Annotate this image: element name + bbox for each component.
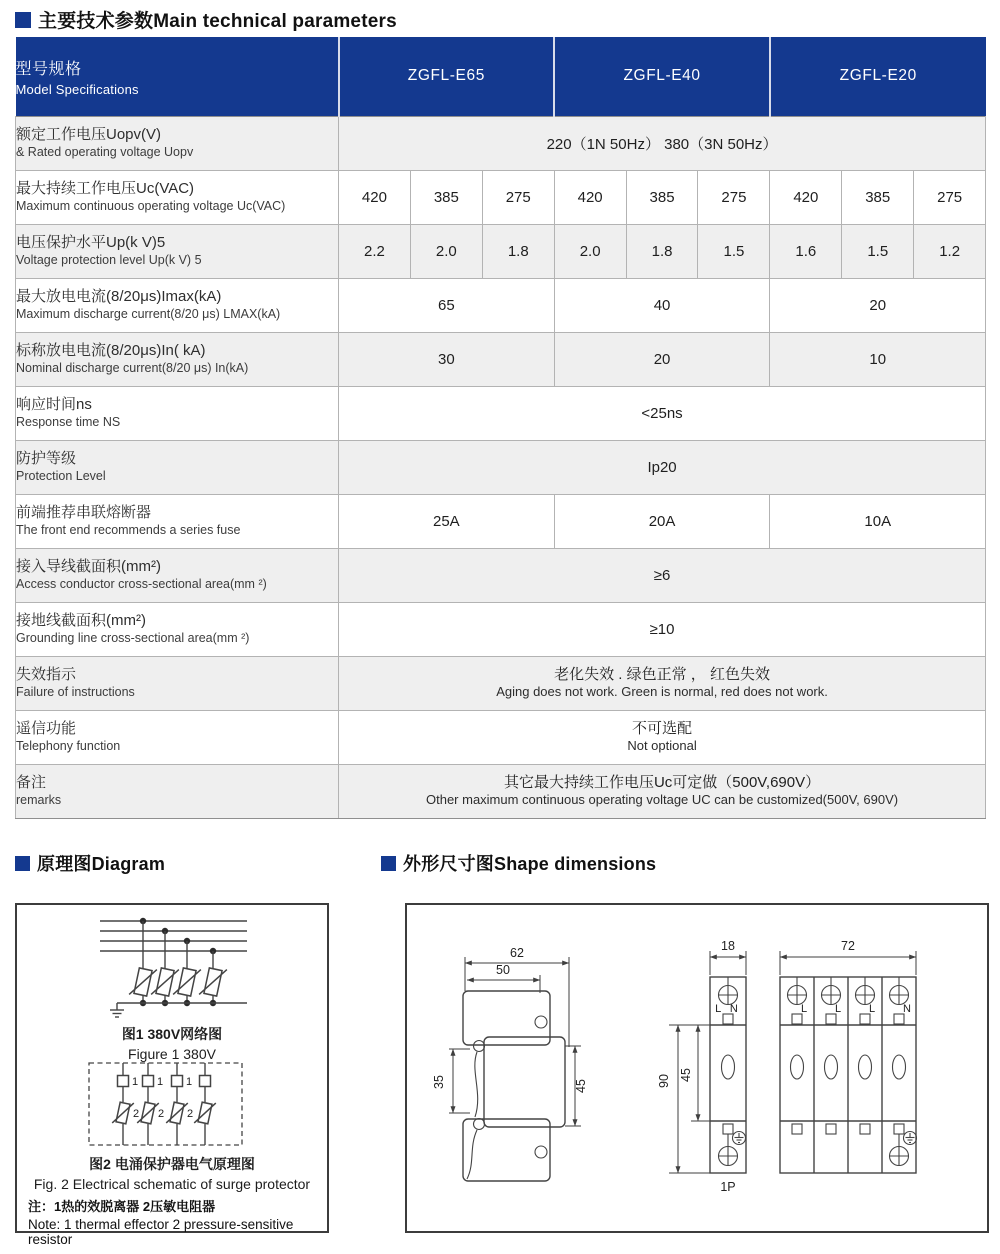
table-row-grounding-line-area (16, 602, 986, 656)
param-cell: 额定工作电压Uopv(V) & Rated operating voltage Uopv (16, 116, 339, 170)
terminal-clamp (723, 1124, 733, 1134)
value-cell: 420 (770, 170, 842, 224)
screw-icon (719, 1147, 738, 1166)
terminal-labels-ln: L N (715, 1003, 741, 1015)
value-cell: ≥10 (339, 602, 986, 656)
front-view-four-module (780, 977, 917, 1173)
status-window (791, 1055, 804, 1079)
varistor-symbol (166, 1099, 188, 1126)
dim-45-side-label: 45 (574, 1079, 588, 1093)
heading-en: Main technical parameters (153, 11, 397, 32)
thermal-label: 1 (157, 1076, 164, 1088)
table-row-voltage-protection-level (16, 224, 986, 278)
value-cell: 2.2 (339, 224, 411, 278)
hinge-dot (474, 1041, 485, 1052)
varistor-symbol (112, 1099, 134, 1126)
value-cell: 65 (339, 278, 555, 332)
varistor-symbol (137, 1099, 159, 1126)
terminal-label: L (801, 1003, 808, 1015)
param-cell: 失效指示 Failure of instructions (16, 656, 339, 710)
screw-hole (535, 1016, 547, 1028)
din-clip-lower (467, 1130, 477, 1179)
varistor-label: 2 (187, 1108, 194, 1120)
value-cell: 1.8 (626, 224, 698, 278)
side-view-drawing (432, 946, 588, 1181)
param-cell: 电压保护水平Up(k V)5 Voltage protection level Up(k V) 5 (16, 224, 339, 278)
blue-square-bullet-icon (15, 856, 30, 871)
dim-62-label: 62 (510, 946, 524, 960)
screw-icon (890, 986, 909, 1005)
status-window (825, 1055, 838, 1079)
shape-heading-zh: 外形尺寸图 (403, 854, 494, 874)
schematic-branches (112, 1063, 216, 1145)
value-cell: 不可选配 Not optional (339, 710, 986, 764)
front-view-dimensions (657, 939, 916, 1173)
value-cell: 275 (914, 170, 986, 224)
parameters-table (15, 37, 986, 819)
blue-square-bullet-icon (15, 12, 31, 28)
screw-icon (788, 986, 807, 1005)
value-cell: 10A (770, 494, 986, 548)
terminal-label: L (835, 1003, 842, 1015)
status-window (893, 1055, 906, 1079)
shape-dimensions-heading (381, 850, 656, 876)
thermal-disconnector-symbol (143, 1076, 154, 1087)
value-cell: 1.2 (914, 224, 986, 278)
terminal-clamp (826, 1014, 836, 1024)
param-cell: 防护等级 Protection Level (16, 440, 339, 494)
screw-icon (822, 986, 841, 1005)
param-cell: 最大持续工作电压Uc(VAC) Maximum continuous operating voltage Uc(VAC) (16, 170, 339, 224)
varistor-label: 2 (133, 1108, 140, 1120)
value-cell: 385 (626, 170, 698, 224)
terminal-clamp (860, 1124, 870, 1134)
circuit-diagram-box (15, 903, 329, 1247)
diagram-heading-zh: 原理图 (37, 854, 92, 874)
earth-terminal-icon (904, 1132, 917, 1145)
value-cell: 420 (554, 170, 626, 224)
param-cell: 最大放电电流(8/20μs)Imax(kA) Maximum discharge current(8/20 μs) LMAX(kA) (16, 278, 339, 332)
terminal-clamp (723, 1014, 733, 1024)
main-parameters-heading (15, 6, 397, 33)
dim-50-label: 50 (496, 963, 510, 977)
shape-dimensions-drawing (407, 905, 983, 1227)
param-cell: 前端推荐串联熔断器 The front end recommends a series fuse (16, 494, 339, 548)
figure1-caption: 图1 380V网络图 Figure 1 380V (121, 1026, 223, 1062)
table-row-nominal-discharge-current (16, 332, 986, 386)
value-cell: 老化失效 . 绿色正常 ， 红色失效 Aging does not work. Green is normal, red does not work. (339, 656, 986, 710)
value-cell: 220（1N 50Hz） 380（3N 50Hz） (339, 116, 986, 170)
value-cell: 385 (842, 170, 914, 224)
dim-45-front-label: 45 (679, 1068, 693, 1082)
screw-icon (719, 986, 738, 1005)
header-model-zgfl-e40: ZGFL-E40 (554, 37, 770, 116)
value-cell: ≥6 (339, 548, 986, 602)
value-cell: 1.5 (698, 224, 770, 278)
table-row-response-time (16, 386, 986, 440)
varistor-symbol (194, 1099, 216, 1126)
value-cell: 2.0 (410, 224, 482, 278)
dashed-enclosure (89, 1063, 242, 1145)
param-cell: 接入导线截面积(mm²) Access conductor cross-sectional area(mm ²) (16, 548, 339, 602)
dim-72-label: 72 (841, 939, 855, 953)
value-cell: 20 (770, 278, 986, 332)
thermal-label: 1 (132, 1076, 139, 1088)
status-window (722, 1055, 735, 1079)
blue-square-bullet-icon (381, 856, 396, 871)
varistor-label: 2 (158, 1108, 165, 1120)
value-cell: 275 (698, 170, 770, 224)
front-view-single-module (710, 977, 746, 1173)
param-cell: 备注 remarks (16, 764, 339, 818)
table-header-row (16, 37, 986, 116)
param-cell: 响应时间ns Response time NS (16, 386, 339, 440)
value-cell: 25A (339, 494, 555, 548)
terminal-clamp (826, 1124, 836, 1134)
value-cell: 1.8 (482, 224, 554, 278)
terminal-clamp (792, 1014, 802, 1024)
value-cell: 275 (482, 170, 554, 224)
value-cell: 其它最大持续工作电压Uc可定做（500V,690V） Other maximum continuous operating voltage UC can be customized(500V, 690V) (339, 764, 986, 818)
value-cell: 20 (554, 332, 770, 386)
table-row-max-discharge-current (16, 278, 986, 332)
header-param-en: Model Specifications (15, 81, 139, 97)
value-cell: Ip20 (339, 440, 986, 494)
table-row-series-fuse (16, 494, 986, 548)
dim-18-label: 18 (721, 939, 735, 953)
status-window (859, 1055, 872, 1079)
terminal-clamp (894, 1014, 904, 1024)
table-row-access-conductor-area (16, 548, 986, 602)
screw-icon (890, 1147, 909, 1166)
header-model-specifications (16, 37, 339, 116)
thermal-disconnector-symbol (200, 1076, 211, 1087)
table-row-remarks (16, 764, 986, 818)
table-row-protection-level (16, 440, 986, 494)
varistor-symbol (199, 965, 227, 999)
heading-zh: 主要技术参数 (38, 11, 154, 32)
shape-heading-en: Shape dimensions (494, 854, 657, 874)
terminal-clamp (860, 1014, 870, 1024)
param-cell: 标称放电电流(8/20μs)In( kA) Nominal discharge current(8/20 μs) In(kA) (16, 332, 339, 386)
table-row-failure-indication (16, 656, 986, 710)
din-clip-spring (475, 1052, 478, 1117)
pole-count-label: 1P (720, 1180, 736, 1194)
table-row-rated-voltage (16, 116, 986, 170)
value-cell: 385 (410, 170, 482, 224)
value-cell: 1.5 (842, 224, 914, 278)
terminal-label: N (903, 1003, 911, 1015)
thermal-disconnector-symbol (172, 1076, 183, 1087)
thermal-disconnector-symbol (118, 1076, 129, 1087)
earth-terminal-icon (733, 1132, 746, 1145)
diagram-heading (15, 850, 165, 876)
terminal-label: L (869, 1003, 876, 1015)
screw-hole (535, 1146, 547, 1158)
header-model-zgfl-e20: ZGFL-E20 (770, 37, 986, 116)
value-cell: 420 (339, 170, 411, 224)
figure2-caption: 图2 电涌保护器电气原理图 Fig. 2 Electrical schematic of surge protector (33, 1156, 311, 1192)
value-cell: <25ns (339, 386, 986, 440)
table-row-max-continuous-voltage (16, 170, 986, 224)
table-row-telephony-function (16, 710, 986, 764)
terminal-clamp (792, 1124, 802, 1134)
screw-icon (856, 986, 875, 1005)
header-model-zgfl-e65: ZGFL-E65 (339, 37, 555, 116)
param-cell: 接地线截面积(mm²) Grounding line cross-sectional area(mm ²) (16, 602, 339, 656)
power-bus-lines (100, 921, 247, 951)
thermal-label: 1 (186, 1076, 193, 1088)
ground-icon (110, 1003, 124, 1017)
value-cell: 20A (554, 494, 770, 548)
value-cell: 30 (339, 332, 555, 386)
value-cell: 1.6 (770, 224, 842, 278)
dim-90-label: 90 (657, 1074, 671, 1088)
param-cell: 遥信功能 Telephony function (16, 710, 339, 764)
dim-35-label: 35 (432, 1075, 446, 1089)
value-cell: 2.0 (554, 224, 626, 278)
side-main-body (484, 1037, 565, 1127)
value-cell: 40 (554, 278, 770, 332)
hinge-dot (474, 1119, 485, 1130)
shape-dimensions-box (405, 903, 989, 1233)
diagram-heading-en: Diagram (91, 854, 166, 874)
diagram-note: 注：1热的效脱离器 2压敏电阻器 Note: 1 thermal effector 2 pressure-sensitive resistor (28, 1199, 294, 1247)
heading-text (38, 6, 397, 33)
value-cell: 10 (770, 332, 986, 386)
header-param-zh: 型号规格 (15, 60, 82, 78)
terminal-clamp (894, 1124, 904, 1134)
